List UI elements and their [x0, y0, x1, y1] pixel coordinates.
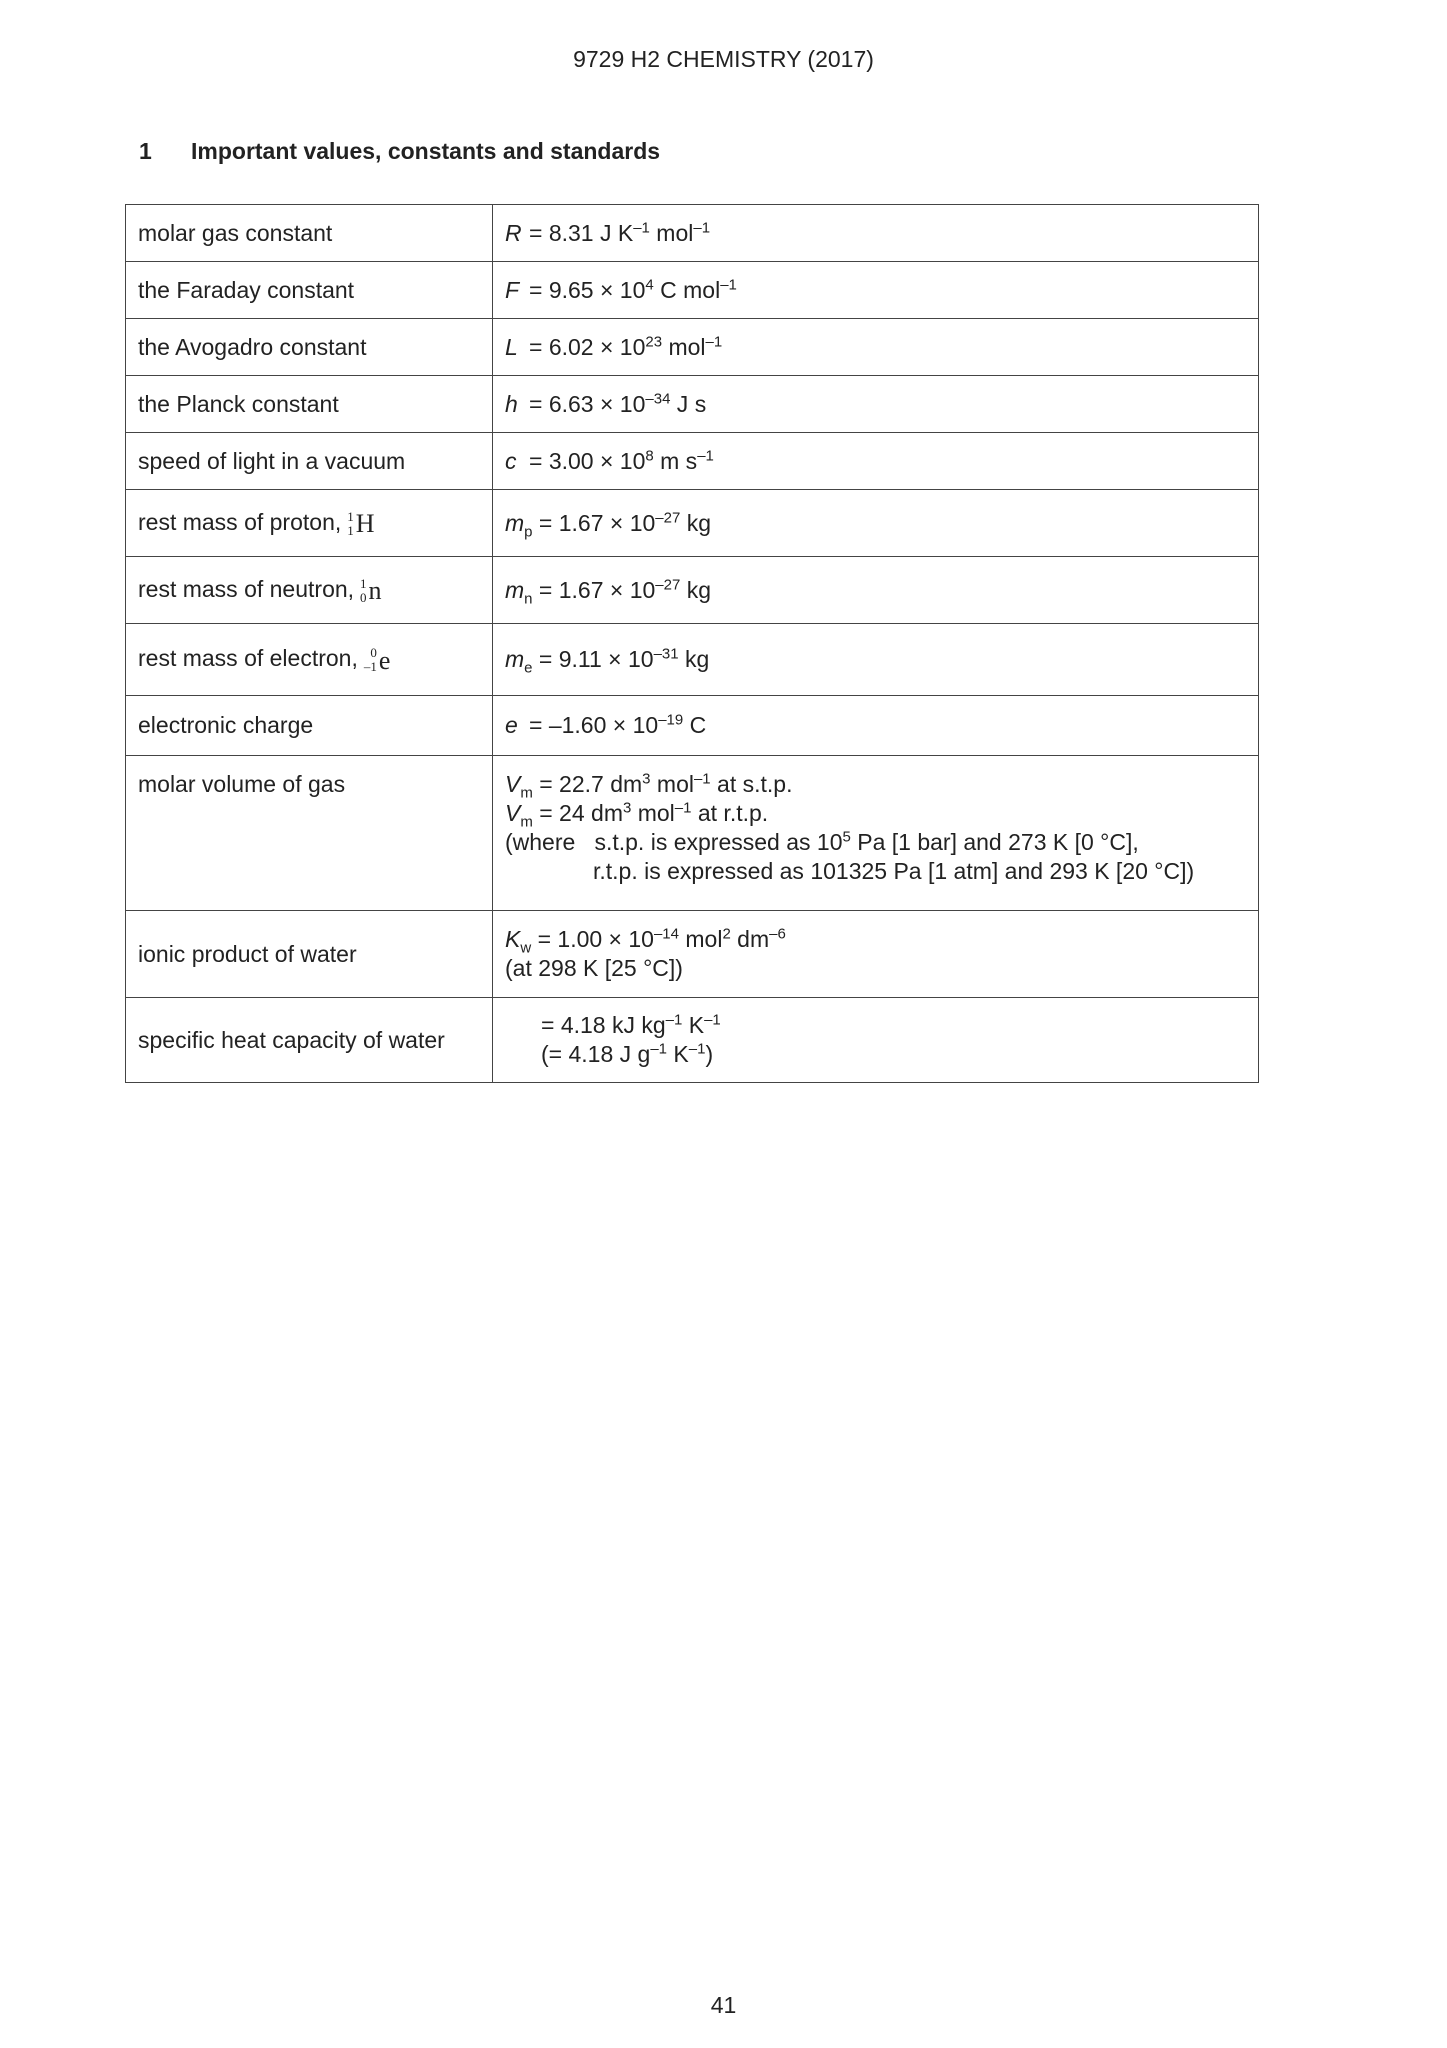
value-cell: = 4.18 kJ $kg^{-1}$ $K^{-1}$ (= 4.18 J $g^{-1}$ $K^{-1}$)	[493, 998, 1259, 1083]
quantity-cell: the Faraday constant	[126, 262, 493, 319]
value-cell: $h = 6.63 \times 10^{-34}$ J s	[493, 376, 1259, 433]
table-row	[126, 490, 1259, 557]
table-row	[126, 624, 1259, 696]
section-heading	[139, 138, 660, 165]
value-cell: $m_e = 9.11 \times 10^{-31}$ kg	[493, 624, 1259, 696]
quantity-cell: rest mass of electron, 0 –1 e	[126, 624, 493, 696]
quantity-cell: the Planck constant	[126, 376, 493, 433]
quantity-cell: electronic charge	[126, 696, 493, 756]
value-cell: $m_n = 1.67 \times 10^{-27}$ kg	[493, 557, 1259, 624]
table-row	[126, 433, 1259, 490]
page-header: 9729 H2 CHEMISTRY (2017)	[573, 46, 874, 72]
neutron-nuclide: 1 0 n	[360, 575, 382, 606]
quantity-cell: ionic product of water	[126, 911, 493, 998]
value-cell: $L = 6.02 \times 10^{23}$ mol$^{-1}$	[493, 319, 1259, 376]
electron-nuclide: 0 –1 e	[363, 645, 391, 675]
table-row	[126, 262, 1259, 319]
constants-table	[125, 204, 1259, 1083]
quantity-cell: rest mass of neutron, 1 0 n	[126, 557, 493, 624]
value-cell: $V_m = 22.7$ $dm^3$ mol$^{-1}$ at s.t.p. $V_m = 24$ $dm^3$ mol$^{-1}$ at r.t.p. (where s.t.p. is expressed as $10^5$ Pa [1 bar] and 273 K [0 °C], r.t.p. is expressed as 101325 Pa [1 atm] and 293 K [20 °C])	[493, 756, 1259, 911]
section-title: Important values, constants and standards	[191, 138, 661, 164]
value-cell: $e = -1.60 \times 10^{-19}$ C	[493, 696, 1259, 756]
table-row	[126, 376, 1259, 433]
value-cell: $c = 3.00 \times 10^8$ m $s^{-1}$	[493, 433, 1259, 490]
table-row	[126, 911, 1259, 998]
table-row	[126, 319, 1259, 376]
table-row	[126, 205, 1259, 262]
table-row	[126, 557, 1259, 624]
value-cell: $K_w = 1.00 \times 10^{-14}$ mol$^2$ $dm^{-6}$ (at 298 K [25 °C])	[493, 911, 1259, 998]
quantity-cell: rest mass of proton, 1 1 H	[126, 490, 493, 557]
table-row	[126, 756, 1259, 911]
proton-nuclide: 1 1 H	[347, 508, 375, 539]
quantity-cell: specific heat capacity of water	[126, 998, 493, 1083]
quantity-cell: molar gas constant	[126, 205, 493, 262]
quantity-cell: speed of light in a vacuum	[126, 433, 493, 490]
section-number: 1	[139, 138, 152, 164]
table-row	[126, 696, 1259, 756]
value-cell: $F = 9.65 \times 10^4$ C mol$^{-1}$	[493, 262, 1259, 319]
quantity-cell: molar volume of gas	[126, 756, 493, 911]
quantity-cell: the Avogadro constant	[126, 319, 493, 376]
page-number: 41	[710, 1992, 737, 2018]
value-cell: $m_p = 1.67 \times 10^{-27}$ kg	[493, 490, 1259, 557]
table-row	[126, 998, 1259, 1083]
value-cell: R = 8.31 J $K^{-1}$ mol$^{-1}$	[493, 205, 1259, 262]
